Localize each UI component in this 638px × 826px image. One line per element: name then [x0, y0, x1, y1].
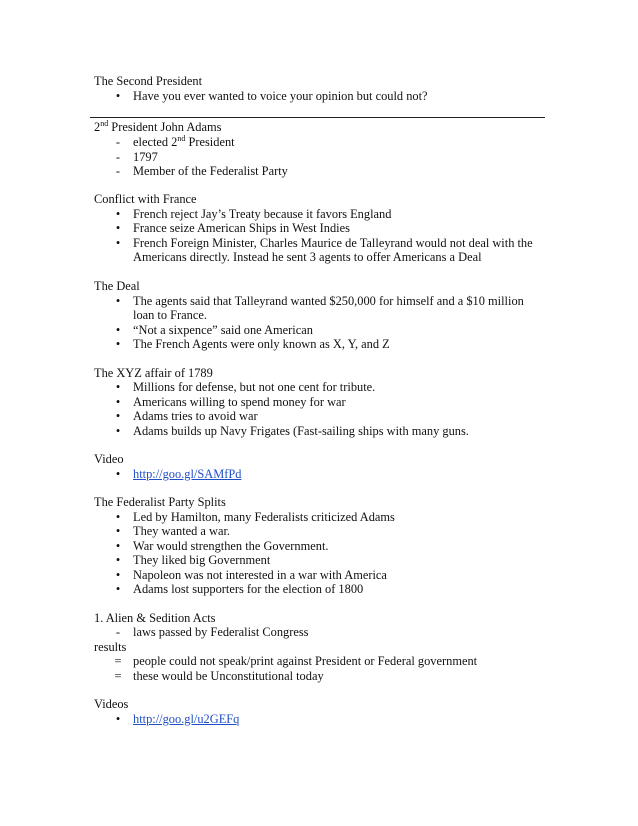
bullet-marker: • [115, 568, 121, 582]
section-heading: The XYZ affair of 1789 [94, 366, 213, 380]
bullet-text: Adams lost supporters for the election of 1800 [133, 582, 364, 596]
bullet-marker: • [115, 467, 121, 481]
horizontal-divider [90, 117, 545, 118]
bullet-marker: • [115, 323, 121, 337]
item-text: elected 2 [133, 135, 178, 149]
bullet-marker: • [115, 409, 121, 423]
list-item-text: Member of the Federalist Party [133, 164, 288, 178]
bullet-marker: • [115, 380, 121, 394]
equals-marker: = [114, 654, 122, 668]
bullet-text: Have you ever wanted to voice your opinion but could not? [133, 89, 428, 103]
dash-marker: - [115, 150, 121, 164]
bullet-text: French Foreign Minister, Charles Maurice de Talleyrand would not deal with the [133, 236, 533, 250]
bullet-text: They liked big Government [133, 553, 271, 567]
result-text: people could not speak/print against President or Federal government [133, 654, 478, 668]
bullet-text: Adams tries to avoid war [133, 409, 258, 423]
section-heading: Video [94, 452, 124, 466]
bullet-marker: • [115, 221, 121, 235]
bullet-marker: • [115, 236, 121, 250]
heading-text: President John Adams [108, 120, 222, 134]
bullet-marker: • [115, 524, 121, 538]
bullet-marker: • [115, 582, 121, 596]
bullet-text-continued: loan to France. [133, 308, 207, 322]
bullet-text: The French Agents were only known as X, Y, and Z [133, 337, 390, 351]
bullet-text: Adams builds up Navy Frigates (Fast-sailing ships with many guns. [133, 424, 469, 438]
section-heading: The Deal [94, 279, 140, 293]
list-item-text: laws passed by Federalist Congress [133, 625, 309, 639]
section-heading: Conflict with France [94, 192, 197, 206]
bullet-marker: • [115, 712, 121, 726]
subheading: results [94, 640, 127, 654]
video-link[interactable]: http://goo.gl/u2GEFq [133, 712, 240, 726]
bullet-marker: • [115, 207, 121, 221]
bullet-marker: • [115, 553, 121, 567]
bullet-marker: • [115, 395, 121, 409]
bullet-marker: • [115, 89, 121, 103]
heading-number: 2 [94, 120, 101, 134]
superscript: nd [100, 119, 109, 128]
bullet-marker: • [115, 337, 121, 351]
bullet-text: Led by Hamilton, many Federalists criticized Adams [133, 510, 395, 524]
item-text: President [185, 135, 235, 149]
bullet-text: French reject Jay’s Treaty because it favors England [133, 207, 392, 221]
bullet-text: Millions for defense, but not one cent for tribute. [133, 380, 376, 394]
bullet-text: “Not a sixpence” said one American [133, 323, 313, 337]
dash-marker: - [115, 135, 121, 149]
bullet-text: They wanted a war. [133, 524, 231, 538]
section-heading: Videos [94, 697, 129, 711]
superscript: nd [177, 134, 186, 143]
dash-marker: - [115, 625, 121, 639]
bullet-text-continued: Americans directly. Instead he sent 3 agents to offer Americans a Deal [133, 250, 482, 264]
bullet-text: Americans willing to spend money for war [133, 395, 346, 409]
video-link[interactable]: http://goo.gl/SAMfPd [133, 467, 242, 481]
list-item-text: 1797 [133, 150, 158, 164]
dash-marker: - [115, 164, 121, 178]
section-heading [94, 120, 221, 135]
section-heading: The Federalist Party Splits [94, 495, 226, 509]
bullet-marker: • [115, 294, 121, 308]
bullet-marker: • [115, 424, 121, 438]
bullet-marker: • [115, 510, 121, 524]
result-text: these would be Unconstitutional today [133, 669, 324, 683]
section-heading: The Second President [94, 74, 203, 88]
equals-marker: = [114, 669, 122, 683]
bullet-text: The agents said that Talleyrand wanted $250,000 for himself and a $10 million [133, 294, 524, 308]
bullet-text: Napoleon was not interested in a war with America [133, 568, 387, 582]
bullet-text: War would strengthen the Government. [133, 539, 329, 553]
list-item-text [133, 135, 235, 150]
bullet-marker: • [115, 539, 121, 553]
section-heading: 1. Alien & Sedition Acts [94, 611, 216, 625]
bullet-text: France seize American Ships in West Indies [133, 221, 350, 235]
